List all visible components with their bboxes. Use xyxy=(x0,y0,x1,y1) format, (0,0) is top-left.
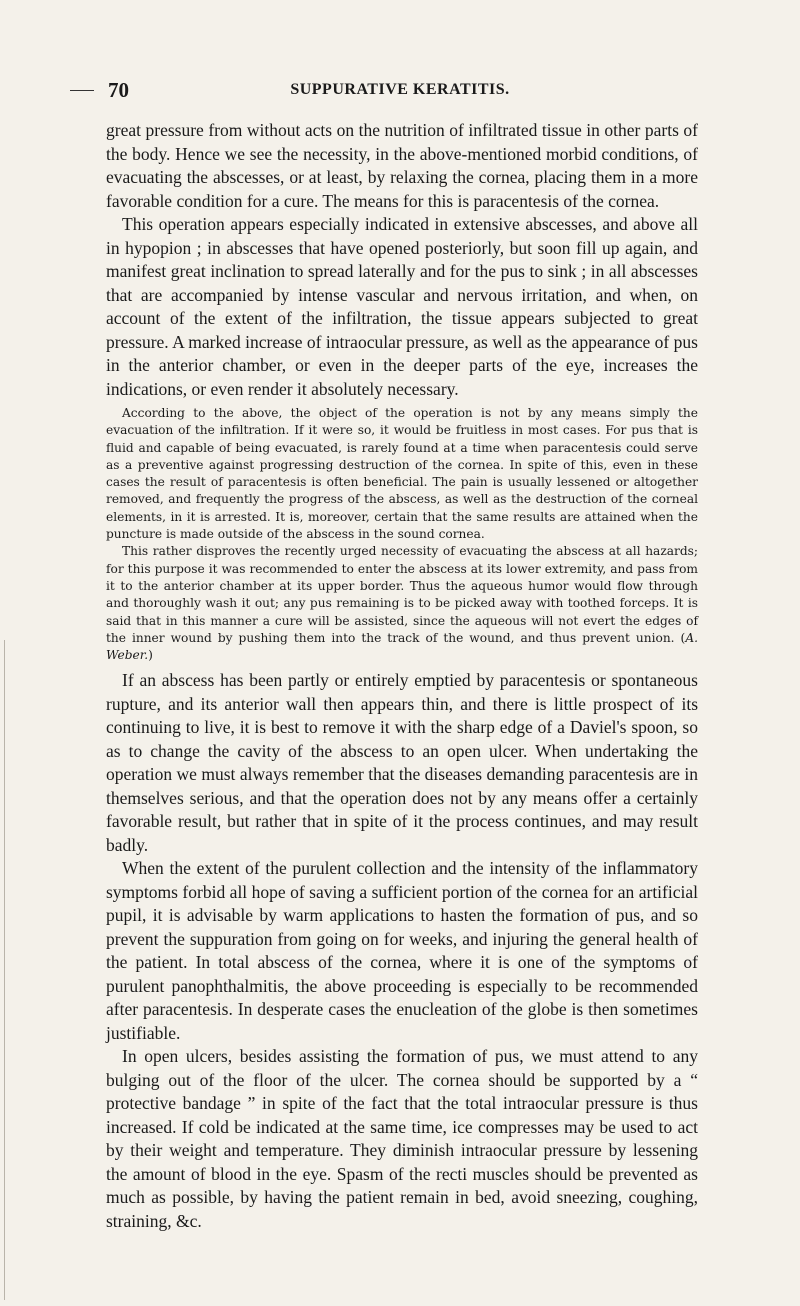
small-paragraph-2-text: This rather disproves the recently urged necessity of evacuating the abscess at all hazards; for this purpose it was recommended to enter the abscess at its lower extremity, and pass from it to the anterior chamber at its upper border. Thus the aqueous humor would flow through and thoroughly wash it out; any pus remaining is to be picked away with toothed forceps. It is said that in this manner a cure will be assisted, since the aqueous will not evert the edges of the inner wound by pushing them into the track of the wound, and thus prevent union. ( xyxy=(106,544,698,645)
small-paragraph-1: According to the above, the object of the operation is not by any means simply the evacuation of the infiltration. If it were so, it would be fruitless in most cases. For pus that is fluid and capable of being evacuated, is rarely found at a time when paracentesis could serve as a preventive against progressing destruction of the cornea. In spite of this, even in these cases the result of paracentesis is often beneficial. The pain is usually lessened or altogether removed, and frequently the progress of the abscess, as well as the destruction of the corneal elements, in it is arrested. It is, moreover, certain that the same results are attained when the puncture is made outside of the abscess in the sound cornea. xyxy=(106,406,698,542)
paragraph-4: When the extent of the purulent collection and the intensity of the inflammatory symptoms forbid all hope of saving a sufficient portion of the cornea for an artificial pupil, it is advisable by warm applications to hasten the formation of pus, and so prevent the suppuration from going on for weeks, and injuring the general health of the patient. In total abscess of the cornea, where it is one of the symptoms of purulent panophthalmitis, the above proceeding is especially to be recommended after paracentesis. In desperate cases the enucleation of the globe is then sometimes justifiable. xyxy=(106,858,698,1043)
paragraph-3: If an abscess has been partly or entirely emptied by paracentesis or spontaneous rupture, and its anterior wall then appears thin, and there is little prospect of its continuing to live, it is best to remove it with the sharp edge of a Daviel's spoon, so as to change the cavity of the abscess to an open ulcer. When undertaking the operation we must always remember that the diseases demanding paracentesis are in themselves serious, and that the operation does not by any means offer a certainly favorable result, but rather that in spite of it the process continues, and may result badly. xyxy=(106,670,698,855)
body-text xyxy=(106,119,698,1233)
paragraph-5: In open ulcers, besides assisting the formation of pus, we must attend to any bulging out of the floor of the ulcer. The cornea should be supported by a “ protective bandage ” in spite of the fact that the total intraocular pressure is thus increased. If cold be indicated at the same time, ice compresses may be used to act by their weight and temperature. They diminish intraocular pressure by lessening the amount of blood in the eye. Spasm of the recti muscles should be prevented as much as possible, by having the patient remain in bed, avoid sneezing, coughing, straining, &c. xyxy=(106,1046,698,1231)
paragraph-1: great pressure from without acts on the nutrition of infiltrated tissue in other parts of the body. Hence we see the necessity, in the above-mentioned morbid conditions, of evacuating the abscesses, or at least, by relaxing the cornea, placing them in a more favorable condition for a cure. The means for this is paracentesis of the cornea. xyxy=(106,120,698,211)
paragraph-2: This operation appears especially indicated in extensive abscesses, and above all in hypopion ; in abscesses that have opened posteriorly, but soon fill up again, and manifest great inclination to spread laterally and for the pus to sink ; in all abscesses that are accompanied by intense vascular and nervous irritation, and when, on account of the extent of the infiltration, the tissue appears subjected to great pressure. A marked increase of intraocular pressure, as well as the appearance of pus in the anterior chamber, or even in the deeper parts of the eye, increases the indications, or even render it absolutely necessary. xyxy=(106,214,698,399)
running-title: SUPPURATIVE KERATITIS. xyxy=(290,81,510,98)
citation-close: ) xyxy=(148,648,153,663)
small-paragraph-2 xyxy=(106,543,698,664)
page-edge-line xyxy=(4,640,5,1300)
page-number: 70 xyxy=(108,78,129,102)
page-header xyxy=(0,78,800,102)
citation: A. Weber. xyxy=(106,630,698,663)
